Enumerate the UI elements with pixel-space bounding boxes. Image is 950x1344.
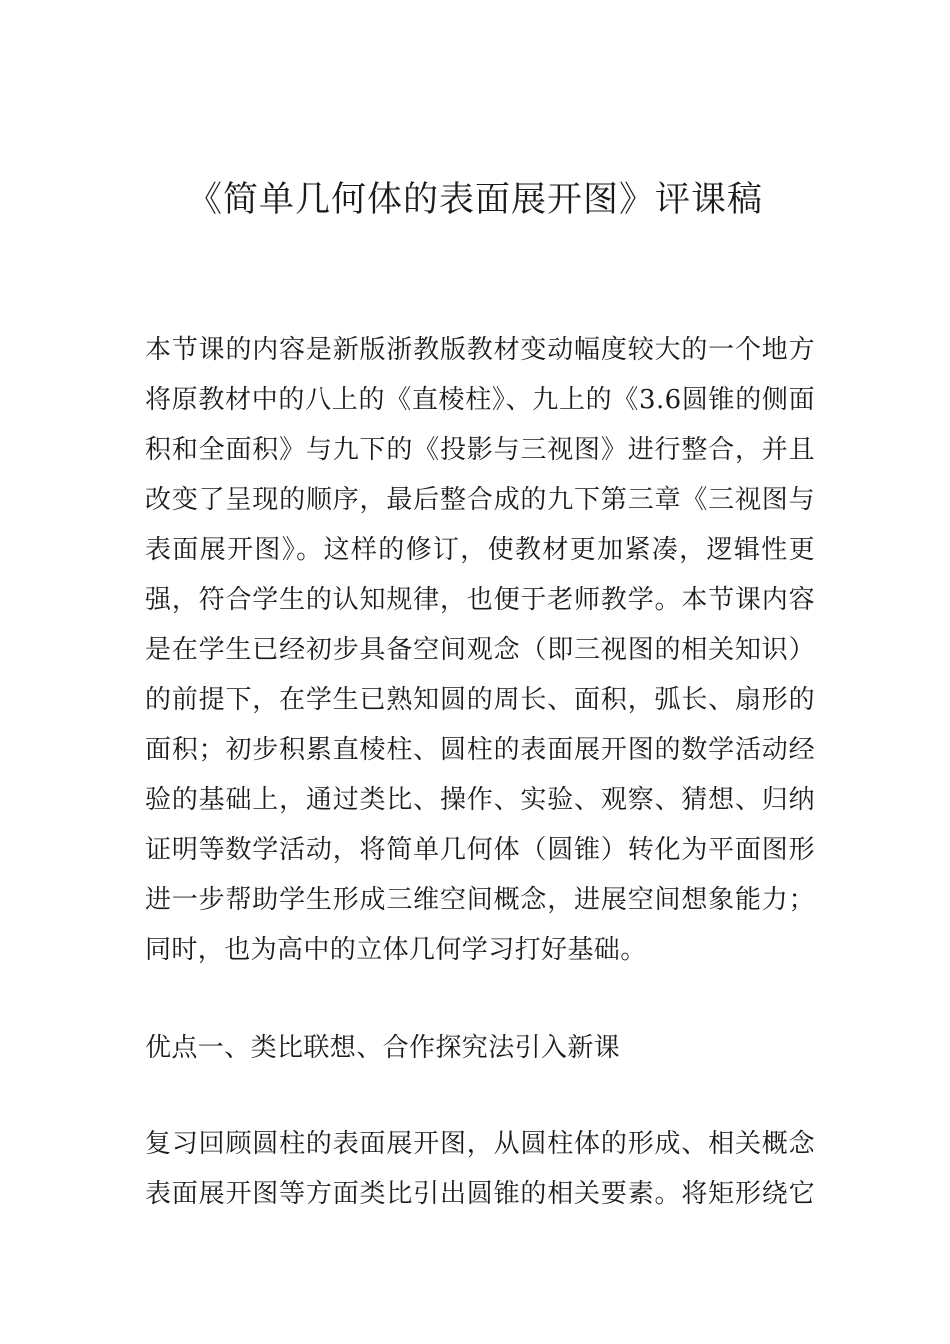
paragraph-line: 面积；初步积累直棱柱、圆柱的表面展开图的数学活动经 [145,735,815,765]
paragraph-line: 积和全面积》与九下的《投影与三视图》进行整合，并且 [145,435,815,465]
intro-paragraph [145,325,815,975]
section-heading-text: 优点一、类比联想、合作探究法引入新课 [145,1033,621,1063]
paragraph-line: 改变了呈现的顺序，最后整合成的九下第三章《三视图与 [145,485,815,515]
paragraph-line: 同时，也为高中的立体几何学习打好基础。 [145,935,647,965]
document-title: 《简单几何体的表面展开图》评课稿 [186,180,763,220]
paragraph-line: 证明等数学活动，将简单几何体（圆锥）转化为平面图形 [145,835,815,865]
section-paragraph [145,1119,815,1219]
paragraph-line: 表面展开图等方面类比引出圆锥的相关要素。将矩形绕它 [145,1179,815,1209]
paragraph-line: 的前提下，在学生已熟知圆的周长、面积，弧长、扇形的 [145,685,815,715]
paragraph-line: 本节课的内容是新版浙教版教材变动幅度较大的一个地方 [145,335,815,365]
paragraph-line: 表面展开图》。这样的修订，使教材更加紧凑，逻辑性更 [145,535,815,565]
paragraph-line: 进一步帮助学生形成三维空间概念，进展空间想象能力； [145,885,815,915]
paragraph-line: 验的基础上，通过类比、操作、实验、观察、猜想、归纳 [145,785,815,815]
section-heading [145,1023,815,1073]
paragraph-line: 将原教材中的八上的《直棱柱》、九上的《3.6圆锥的侧面 [145,385,815,415]
paragraph-line: 是在学生已经初步具备空间观念（即三视图的相关知识） [145,635,815,665]
paragraph-line: 复习回顾圆柱的表面展开图，从圆柱体的形成、相关概念 [145,1129,815,1159]
paragraph-line: 强，符合学生的认知规律，也便于老师教学。本节课内容 [145,585,815,615]
